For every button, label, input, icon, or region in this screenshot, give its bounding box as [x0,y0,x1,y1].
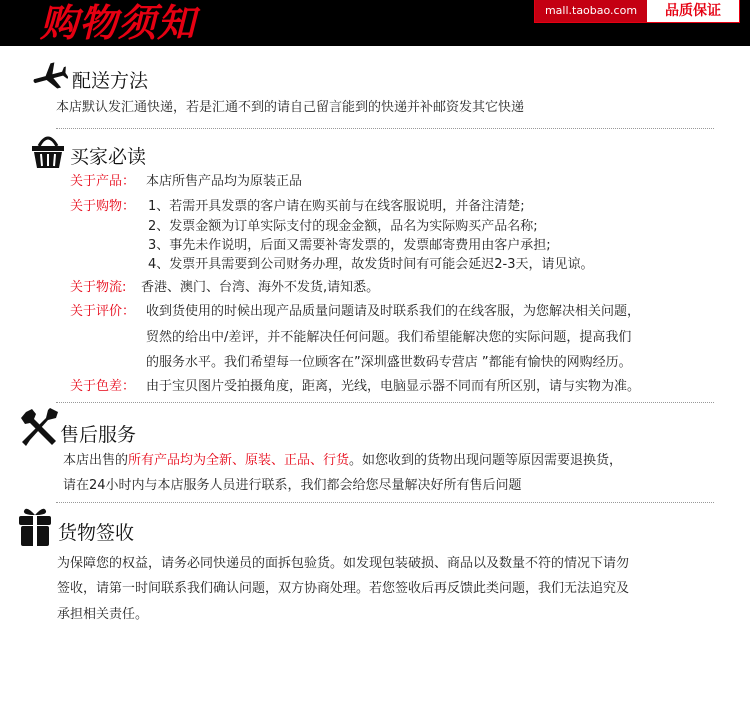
airplane-icon [32,62,68,92]
label-logistics: 关于物流: [70,280,127,295]
review-line: 贸然的给出中/差评，并不能解决任何问题。我们希望能解决您的实际问题，提高我们 [146,330,632,345]
logistics-text: 香港、澳门、台湾、海外不发货,请知悉。 [141,280,380,295]
product-text: 本店所售产品均为原装正品 [146,174,303,189]
section-title-buyer: 买家必读 [70,146,147,168]
header-banner [0,0,750,46]
purchase-item: 4、发票开具需要到公司财务办理，故发货时间有可能会延迟2-3天，请见谅。 [148,257,594,272]
section-title-receipt: 货物签收 [58,522,135,544]
divider [56,128,714,129]
aftersale-suffix: 。如您收到的货物出现问题等原因需要退换货， [349,453,623,468]
badge-url: mall.taobao.com [535,0,647,22]
badge-text: 品质保证 [647,0,739,22]
receipt-line: 承担相关责任。 [57,607,149,622]
aftersale-prefix: 本店出售的 [63,453,129,468]
delivery-text: 本店默认发汇通快递，若是汇通不到的请自己留言能到的快递并补邮资发其它快递 [56,100,525,115]
purchase-item: 3、事先未作说明，后面又需要补寄发票的，发票邮寄费用由客户承担; [148,238,551,253]
divider [56,502,714,503]
purchase-item: 1、若需开具发票的客户请在购买前与在线客服说明，并备注清楚; [148,199,525,214]
label-product: 关于产品： [70,174,136,189]
aftersale-line-2: 请在24小时内与本店服务人员进行联系，我们都会给您尽量解决好所有售后问题 [63,478,522,493]
review-line: 收到货使用的时候出现产品质量问题请及时联系我们的在线客服，为您解决相关问题， [146,304,641,319]
review-line: 的服务水平。我们希望每一位顾客在”深圳盛世数码专营店 ”都能有愉快的网购经历。 [146,355,632,370]
tmall-quality-badge [534,0,740,23]
receipt-line: 签收，请第一时间联系我们确认问题，双方协商处理。若您签收后再反馈此类问题，我们无法追究及 [57,581,630,596]
color-text: 由于宝贝图片受拍摄角度，距离，光线，电脑显示器不同而有所区别，请与实物为准。 [146,379,641,394]
label-color: 关于色差： [70,379,136,394]
label-purchase: 关于购物： [70,199,136,214]
shopping-basket-icon [30,132,66,170]
page-title: 购物须知 [40,1,197,45]
section-title-delivery: 配送方法 [72,70,149,92]
label-review: 关于评价： [70,304,136,319]
divider [56,402,714,403]
purchase-item: 2、发票金额为订单实际支付的现金金额，品名为实际购买产品名称; [148,219,538,234]
aftersale-line-1 [63,449,622,468]
wrench-screwdriver-icon [20,406,60,448]
section-title-aftersale: 售后服务 [60,424,137,446]
aftersale-highlight: 所有产品均为全新、原装、正品、行货 [128,453,350,468]
gift-box-icon [18,505,52,547]
receipt-line: 为保障您的权益，请务必同快递员的面拆包验货。如发现包装破损、商品以及数量不符的情况下请勿 [57,556,630,571]
